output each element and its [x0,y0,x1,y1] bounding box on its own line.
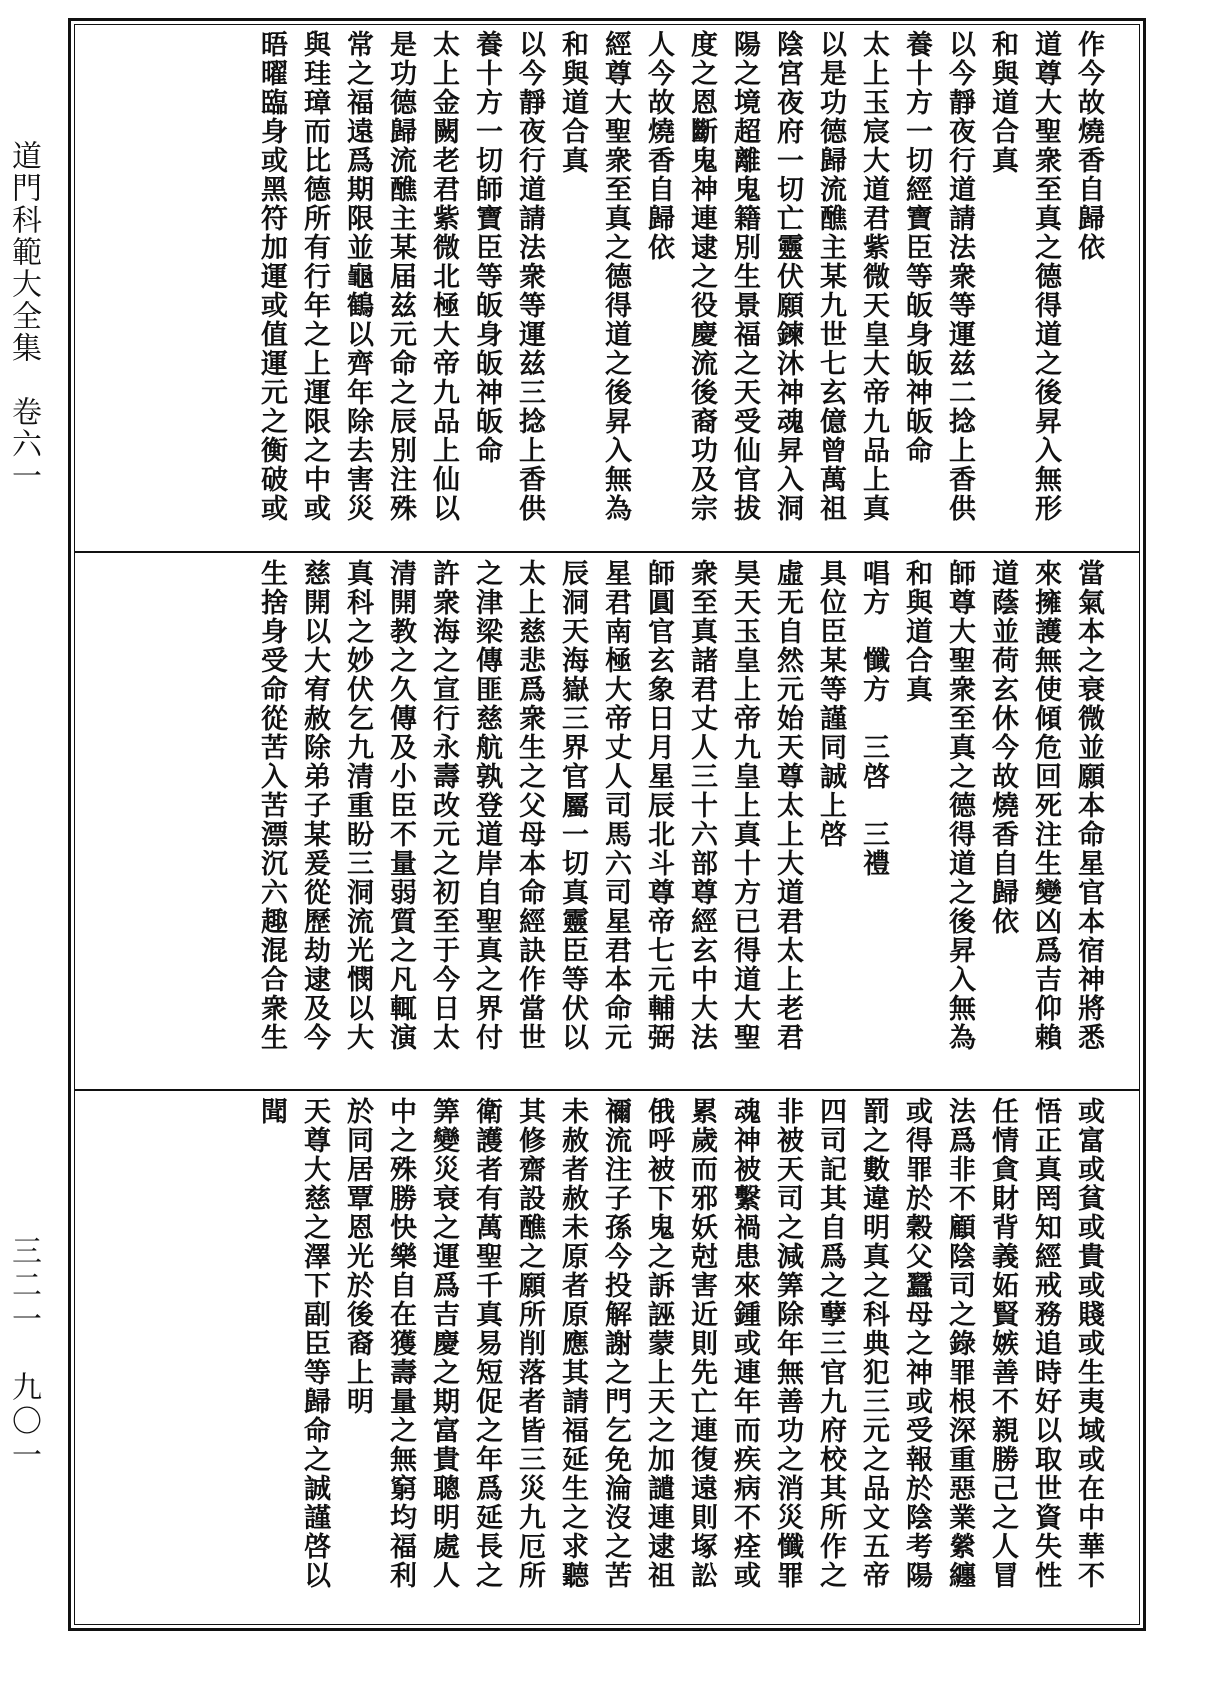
text-column: 中之殊勝快樂自在獲壽量之無窮均福利 [385,1097,416,1590]
text-column: 養十方一切師寶臣等皈身皈神皈命 [471,30,502,465]
text-column: 清開教之久傳及小臣不量弱質之凡輒演 [385,559,416,1052]
margin-page-number: 三二一 九〇一 [6,1235,41,1473]
text-column: 陰宮夜府一切亡靈伏願鍊沐神魂昇入洞 [772,30,803,523]
text-column: 累歲而邪妖尅害近則先亡連復遠則塚訟 [686,1097,717,1590]
margin-book-title: 道門科範大全集 卷六一 [6,140,41,492]
text-column: 常之福遠爲期限並龜鶴以齊年除去害災 [342,30,373,523]
text-panel-middle [74,551,1140,1089]
text-column: 悟正真罔知經戒務追時好以取世資失性 [1030,1097,1061,1590]
text-panel-top [74,24,1140,551]
text-column: 和與道合真 [557,30,588,175]
text-column: 或得罪於穀父蠶母之神或受報於陰考陽 [901,1097,932,1590]
text-column: 具位臣某等謹同誠上啓 [815,559,846,849]
text-column: 師尊大聖衆至真之德得道之後昇入無為 [944,559,975,1052]
text-column: 師圓官玄象日月星辰北斗尊帝七元輔弼 [643,559,674,1052]
text-column: 四司記其自爲之孽三官九府校其所作之 [815,1097,846,1590]
text-column: 生捨身受命從苦入苦漂沉六趣混合衆生 [256,559,287,1052]
column-group [250,559,1110,1085]
text-column: 和與道合真 [901,559,932,704]
text-column: 太上金闕老君紫微北極大帝九品上仙以 [428,30,459,523]
text-column: 人今故燒香自歸依 [643,30,674,262]
text-column: 虛无自然元始天尊太上大道君太上老君 [772,559,803,1052]
text-column: 晤曜臨身或黑符加運或值運元之衡破或 [256,30,287,523]
text-column: 陽之境超離鬼籍別生景福之天受仙官拔 [729,30,760,523]
text-column: 許衆海之宣行永壽改元之初至于今日太 [428,559,459,1052]
text-column: 星君南極大帝丈人司馬六司星君本命元 [600,559,631,1052]
text-column: 未赦者赦未原者原應其請福延生之求聽 [557,1097,588,1590]
text-column: 以今靜夜行道請法衆等運兹二捻上香供 [944,30,975,523]
text-column: 當氣本之衰微並願本命星官本宿神將悉 [1073,559,1104,1052]
text-column: 非被天司之減筭除年無善功之消災懺罪 [772,1097,803,1590]
text-column: 道尊大聖衆至真之德得道之後昇入無形 [1030,30,1061,523]
text-column: 度之恩斷鬼神連逮之役慶流後裔功及宗 [686,30,717,523]
text-column: 於同居覃恩光於後裔上明 [342,1097,373,1416]
text-column: 以是功德歸流醮主某九世七玄億曾萬祖 [815,30,846,523]
text-column: 唱方 懺方 三啓 三禮 [858,559,889,878]
text-column: 罰之數違明真之科典犯三元之品文五帝 [858,1097,889,1590]
text-column: 衆至真諸君丈人三十六部尊經玄中大法 [686,559,717,1052]
text-column: 聞 [256,1097,287,1126]
column-group [250,1097,1110,1621]
text-column: 與珪璋而比德所有行年之上運限之中或 [299,30,330,523]
text-column: 太上慈悲爲衆生之父母本命經訣作當世 [514,559,545,1052]
text-column: 慈開以大宥赦除弟子某爰從歷劫逮及今 [299,559,330,1052]
text-column: 魂神被繫禍患來鍾或連年而疾病不痊或 [729,1097,760,1590]
text-column: 養十方一切經寶臣等皈身皈神皈命 [901,30,932,465]
text-column: 之津梁傳匪慈航孰登道岸自聖真之界付 [471,559,502,1052]
text-column: 昊天玉皇上帝九皇上真十方已得道大聖 [729,559,760,1052]
text-column: 真科之妙伏乞九清重盼三洞流光憫以大 [342,559,373,1052]
text-column: 和與道合真 [987,30,1018,175]
column-group [250,30,1110,547]
text-column: 天尊大慈之澤下副臣等歸命之誠謹啓以 [299,1097,330,1590]
text-panel-bottom [74,1089,1140,1625]
text-column: 作今故燒香自歸依 [1073,30,1104,262]
text-column: 俄呼被下鬼之訴誣蒙上天之加譴連逮祖 [643,1097,674,1590]
text-column: 太上玉宸大道君紫微天皇大帝九品上真 [858,30,889,523]
text-column: 是功德歸流醮主某届兹元命之辰別注殊 [385,30,416,523]
text-column: 或富或貧或貴或賤或生夷域或在中華不 [1073,1097,1104,1590]
text-column: 法爲非不顧陰司之錄罪根深重惡業縈纏 [944,1097,975,1590]
text-column: 其修齋設醮之願所削落者皆三災九厄所 [514,1097,545,1590]
text-column: 經尊大聖衆至真之德得道之後昇入無為 [600,30,631,523]
text-column: 來擁護無使傾危回死注生變凶爲吉仰賴 [1030,559,1061,1052]
text-column: 以今靜夜行道請法衆等運兹三捻上香供 [514,30,545,523]
text-column: 筭變災衰之運爲吉慶之期富貴聰明處人 [428,1097,459,1590]
text-column: 禰流注子孫今投解謝之門乞免淪沒之苦 [600,1097,631,1590]
text-column: 辰洞天海嶽三界官屬一切真靈臣等伏以 [557,559,588,1052]
text-column: 道蔭並荷玄休今故燒香自歸依 [987,559,1018,936]
text-column: 任情貪財背義妬賢嫉善不親勝己之人冒 [987,1097,1018,1590]
text-column: 衛護者有萬聖千真易短促之年爲延長之 [471,1097,502,1590]
